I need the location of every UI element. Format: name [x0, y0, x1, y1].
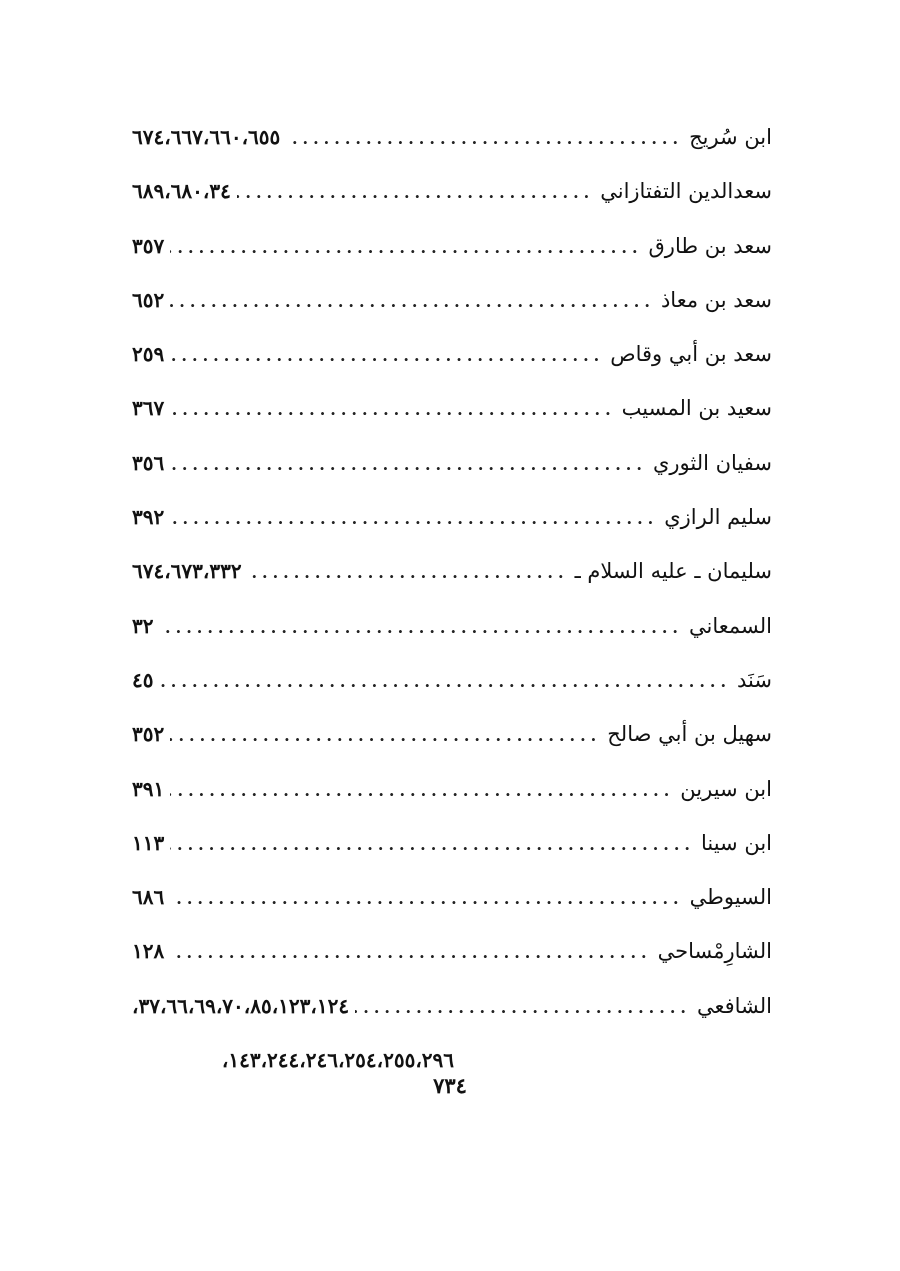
entry-pages: ٦٨٦ — [132, 885, 165, 910]
leader-dots — [237, 166, 594, 220]
index-entry — [132, 653, 772, 707]
index-entry — [132, 870, 772, 924]
index-entry — [132, 327, 772, 381]
leader-dots — [170, 872, 683, 926]
leader-dots — [170, 926, 651, 980]
entry-name: سعد بن أبي وقاص — [610, 342, 772, 367]
leader-dots — [170, 818, 695, 872]
entry-name: سهيل بن أبي صالح — [607, 722, 772, 747]
entry-pages: ٦٧٤،٦٦٧،٦٦٠،٦٥٥ — [132, 125, 281, 149]
entry-name: سعدالدين التفتازاني — [600, 179, 772, 204]
entry-name: سعد بن معاذ — [660, 287, 772, 312]
leader-dots — [170, 275, 655, 329]
entry-pages: ٣٩٢ — [132, 505, 165, 530]
entry-pages: ١٢٨ — [132, 939, 165, 964]
index-entry — [132, 707, 772, 761]
index-entry — [132, 762, 772, 816]
entry-name: ابن سيرين — [680, 776, 772, 801]
index-entry — [132, 164, 772, 218]
index-entry — [132, 110, 772, 164]
leader-dots — [170, 438, 647, 492]
leader-dots — [170, 709, 601, 763]
entry-name: الشافعي — [696, 993, 772, 1018]
leader-dots — [170, 329, 604, 383]
entry-name: السيوطي — [689, 885, 772, 910]
entry-name: السمعاني — [689, 613, 772, 638]
entry-pages: ٣٥٦ — [132, 450, 165, 475]
leader-dots — [159, 601, 683, 655]
leader-dots — [355, 981, 691, 1035]
entry-pages: ٣٩١ — [132, 776, 165, 801]
entry-name: سَنَد — [737, 667, 772, 692]
index-entry — [132, 490, 772, 544]
leader-dots — [170, 221, 642, 275]
index-entry — [132, 924, 772, 978]
entry-pages: ٦٨٩،٦٨٠،٣٤ — [132, 179, 231, 204]
entry-pages: ٦٧٤،٦٧٣،٣٣٢ — [132, 559, 242, 584]
index-entry — [132, 544, 772, 598]
leader-dots — [170, 492, 658, 546]
entry-name: سليم الرازي — [664, 505, 772, 530]
page-number: ٧٣٤ — [433, 1073, 467, 1098]
leader-dots — [159, 655, 731, 709]
index-entry — [132, 219, 772, 273]
entry-name: ابن سُريج — [689, 125, 772, 149]
index-entry — [132, 381, 772, 435]
index-entry — [132, 273, 772, 327]
entry-name: ابن سينا — [700, 830, 772, 855]
entry-name: الشارِمْساحي — [657, 939, 772, 964]
entry-pages: ١١٣ — [132, 830, 165, 855]
entry-name: سفيان الثوري — [652, 450, 772, 475]
entry-name: سعيد بن المسيب — [621, 396, 772, 421]
index-entry — [132, 816, 772, 870]
leader-dots — [286, 112, 683, 166]
entry-pages: ٣٧،٦٦،٦٩،٧٠،٨٥،١٢٣،١٢٤، — [132, 993, 350, 1018]
entry-pages: ٣٦٧ — [132, 396, 165, 421]
index-list — [132, 110, 772, 1087]
entry-pages: ٢٥٩ — [132, 342, 165, 367]
entry-pages: ٤٥ — [132, 667, 154, 692]
entry-name: سعد بن طارق — [648, 233, 772, 258]
index-entry — [132, 979, 772, 1033]
entry-pages: ٦٥٢ — [132, 287, 165, 312]
entry-pages: ٣٥٢ — [132, 722, 165, 747]
leader-dots — [170, 764, 674, 818]
index-entry — [132, 599, 772, 653]
entry-pages: ٣٥٧ — [132, 233, 165, 258]
index-entry — [132, 436, 772, 490]
leader-dots — [170, 383, 615, 437]
leader-dots — [248, 546, 569, 600]
entry-name: سليمان ـ عليه السلام ـ — [574, 559, 772, 584]
entry-pages: ١٤٣،٢٤٤،٢٤٦،٢٥٤،٢٥٥،٢٩٦، — [221, 1048, 454, 1073]
entry-pages: ٣٢ — [132, 613, 154, 638]
